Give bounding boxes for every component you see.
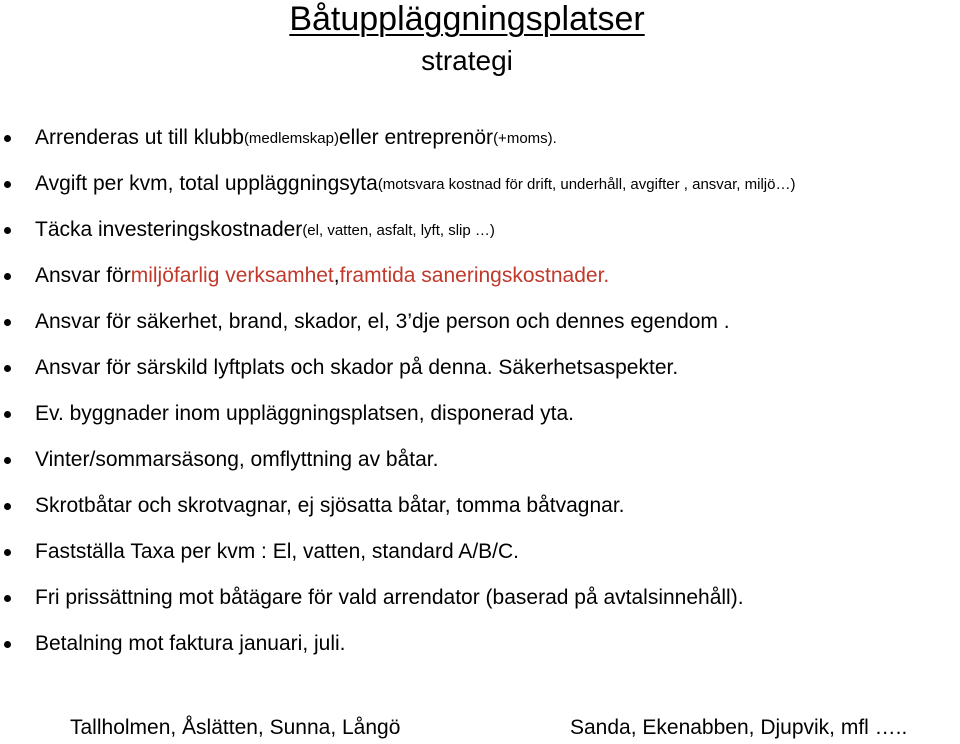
bullet-dot-icon <box>4 135 11 142</box>
bullet-text: Ansvar för <box>35 264 131 287</box>
bullet-dot-icon <box>4 641 11 648</box>
bullet-item-fee <box>0 161 960 207</box>
bullet-dot-icon <box>4 319 11 326</box>
bullet-text: Avgift per kvm, total uppläggningsyta <box>35 172 378 195</box>
bullet-item-season <box>0 437 960 483</box>
bullet-item-safety <box>0 299 960 345</box>
bullet-item-lease <box>0 115 960 161</box>
bullet-dot-icon <box>4 549 11 556</box>
footer-locations-left: Tallholmen, Åslätten, Sunna, Långö <box>70 716 401 739</box>
bullet-dot-icon <box>4 273 11 280</box>
bullet-text: Fastställa Taxa per kvm : El, vatten, standard A/B/C. <box>35 540 519 563</box>
bullet-note: (motsvara kostnad för drift, underhåll, avgifter , ansvar, miljö…) <box>377 175 796 193</box>
bullet-item-investment <box>0 207 960 253</box>
bullet-text: , <box>333 264 340 287</box>
bullet-dot-icon <box>4 365 11 372</box>
bullet-note: (medlemskap) <box>243 129 339 147</box>
bullet-list <box>0 115 960 667</box>
bullet-text: Ev. byggnader inom uppläggningsplatsen, disponerad yta. <box>35 402 574 425</box>
bullet-highlight: miljöfarlig verksamhet <box>130 264 334 287</box>
bullet-item-pricing <box>0 575 960 621</box>
bullet-dot-icon <box>4 457 11 464</box>
bullet-item-scrap <box>0 483 960 529</box>
bullet-dot-icon <box>4 227 11 234</box>
bullet-text: Skrotbåtar och skrotvagnar, ej sjösatta båtar, tomma båtvagnar. <box>35 494 625 517</box>
bullet-dot-icon <box>4 503 11 510</box>
bullet-text: eller entreprenör <box>338 126 494 149</box>
bullet-text: Ansvar för säkerhet, brand, skador, el, 3’dje person och dennes egendom . <box>35 310 730 333</box>
bullet-item-lift <box>0 345 960 391</box>
bullet-text: Arrenderas ut till klubb <box>35 126 244 149</box>
bullet-text: Täcka investeringskostnader <box>35 218 303 241</box>
page-title: Båtuppläggningsplatser <box>289 0 645 38</box>
bullet-dot-icon <box>4 595 11 602</box>
bullet-dot-icon <box>4 181 11 188</box>
bullet-note: (el, vatten, asfalt, lyft, slip …) <box>302 221 495 239</box>
bullet-text: Vinter/sommarsäsong, omflyttning av båtar. <box>35 448 439 471</box>
footer-locations-right: Sanda, Ekenabben, Djupvik, mfl ….. <box>570 716 908 739</box>
bullet-text: Betalning mot faktura januari, juli. <box>35 632 346 655</box>
bullet-dot-icon <box>4 411 11 418</box>
bullet-item-tariff <box>0 529 960 575</box>
bullet-text: Fri prissättning mot båtägare för vald arrendator (baserad på avtalsinnehåll). <box>35 586 744 609</box>
bullet-item-payment <box>0 621 960 667</box>
bullet-item-environment <box>0 253 960 299</box>
bullet-text: Ansvar för särskild lyftplats och skador på denna. Säkerhetsaspekter. <box>35 356 679 379</box>
bullet-highlight: framtida saneringskostnader. <box>339 264 610 287</box>
bullet-item-buildings <box>0 391 960 437</box>
bullet-note: (+moms). <box>493 129 557 147</box>
page-subtitle: strategi <box>421 45 513 76</box>
